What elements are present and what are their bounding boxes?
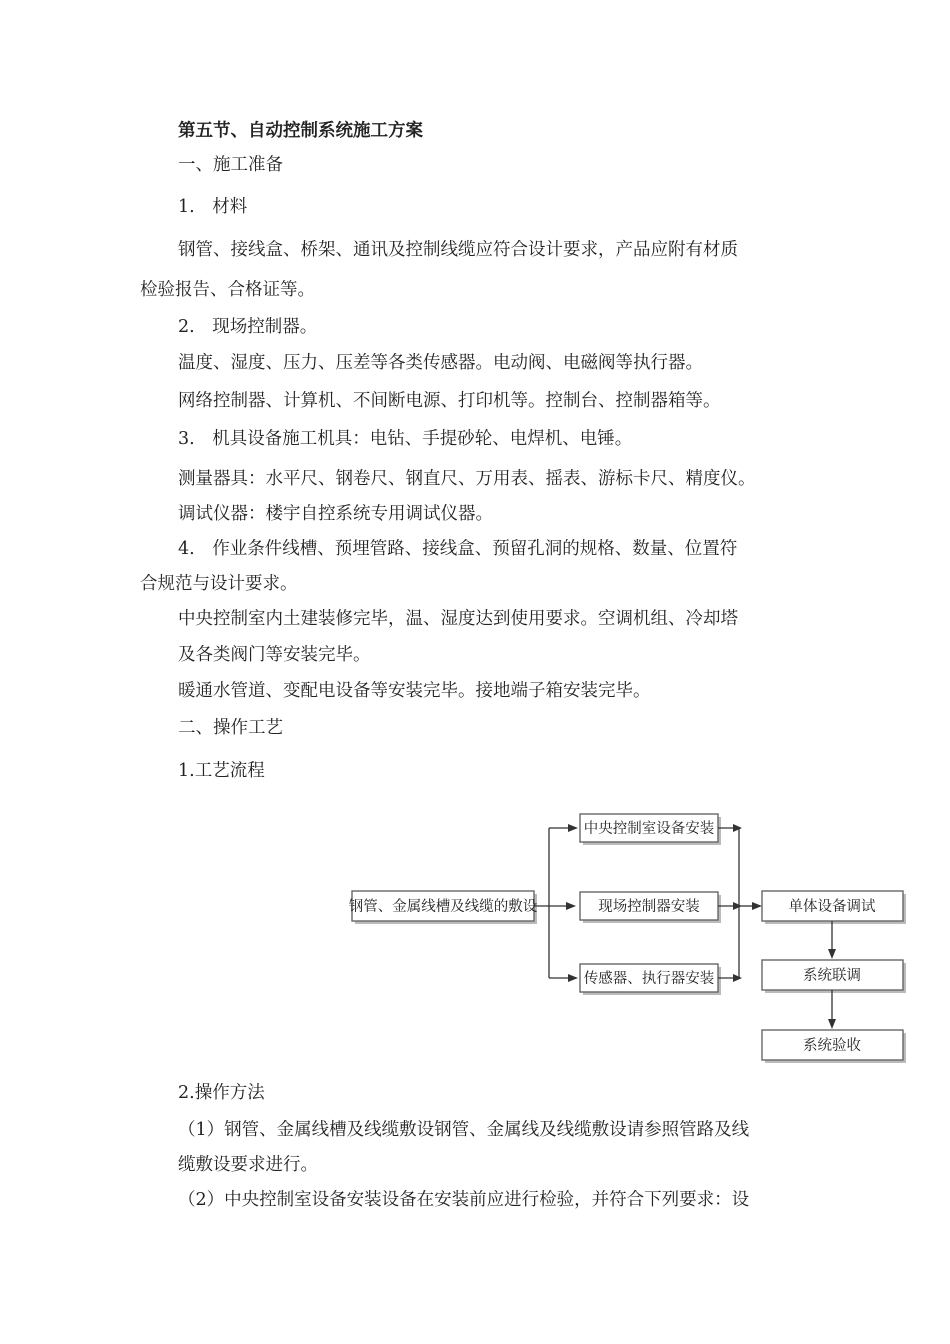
flow-label-control-room: 中央控制室设备安装 (583, 821, 715, 837)
item-field-controller: 2. 现场控制器。 (178, 317, 318, 337)
paragraph-network: 网络控制器、计算机、不间断电源、打印机等。控制台、控制器箱等。 (178, 391, 721, 411)
flow-label-acceptance: 系统验收 (803, 1038, 861, 1054)
paragraph-control-room-line1: 中央控制室内土建装修完毕，温、湿度达到使用要求。空调机组、冷却塔 (178, 609, 738, 629)
flow-label-unit-test: 单体设备调试 (788, 899, 876, 915)
paragraph-control-room-line2: 及各类阀门等安装完毕。 (178, 645, 371, 665)
paragraph-hvac: 暖通水管道、变配电设备等安装完毕。接地端子箱安装完毕。 (178, 681, 651, 701)
paragraph-debug: 调试仪器：楼宇自控系统专用调试仪器。 (178, 504, 493, 524)
flow-label-joint-test: 系统联调 (803, 968, 861, 984)
flow-label-field-controller: 现场控制器安装 (598, 899, 700, 915)
item-conditions-line2: 合规范与设计要求。 (140, 574, 298, 594)
heading-process: 二、操作工艺 (178, 718, 283, 738)
flow-label-sensors: 传感器、执行器安装 (583, 971, 715, 987)
section-title: 第五节、自动控制系统施工方案 (178, 121, 423, 141)
subheading-methods: 2.操作方法 (178, 1083, 265, 1103)
process-flowchart (340, 800, 920, 1075)
method-1-line1: （1）钢管、金属线槽及线缆敷设钢管、金属线及线缆敷设请参照管路及线 (178, 1120, 750, 1140)
paragraph-sensors: 温度、湿度、压力、压差等各类传感器。电动阀、电磁阀等执行器。 (178, 353, 703, 373)
paragraph-measuring: 测量器具：水平尺、钢卷尺、钢直尺、万用表、摇表、游标卡尺、精度仪。 (178, 469, 756, 489)
subheading-flow: 1.工艺流程 (178, 761, 265, 781)
item-conditions-line1: 4. 作业条件线槽、预埋管路、接线盒、预留孔洞的规格、数量、位置符 (178, 539, 738, 559)
item-tools: 3. 机具设备施工机具：电钻、手提砂轮、电焊机、电锤。 (178, 429, 633, 449)
paragraph-materials-line1: 钢管、接线盒、桥架、通讯及控制线缆应符合设计要求，产品应附有材质 (178, 240, 738, 260)
method-1-line2: 缆敷设要求进行。 (178, 1155, 318, 1175)
heading-preparation: 一、施工准备 (178, 155, 283, 175)
paragraph-materials-line2: 检验报告、合格证等。 (140, 280, 315, 300)
method-2-line1: （2）中央控制室设备安装设备在安装前应进行检验，并符合下列要求：设 (178, 1190, 750, 1210)
flow-label-start: 钢管、金属线槽及线缆的敷设 (348, 899, 538, 915)
item-materials: 1. 材料 (178, 197, 248, 217)
